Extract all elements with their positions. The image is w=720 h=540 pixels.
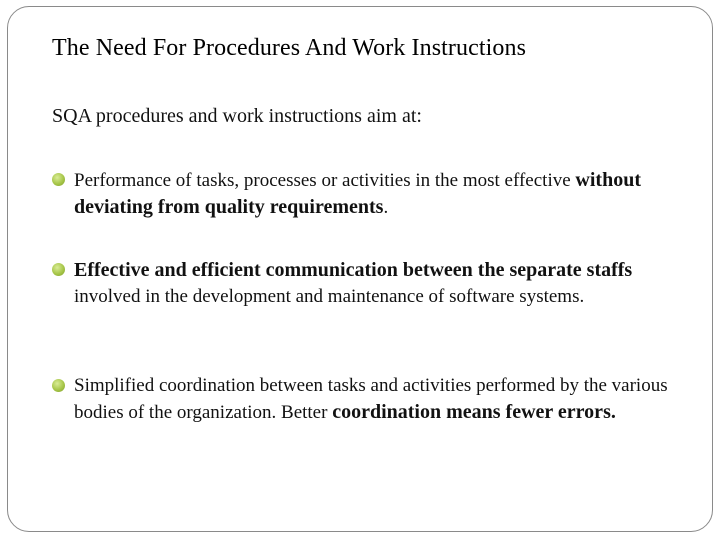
bullet-dot-icon [52, 173, 65, 186]
bullet-normal-text: . [383, 197, 389, 218]
bullet-text [74, 257, 692, 310]
bullet-dot-icon [52, 379, 65, 392]
bullet-item-coordination [52, 373, 692, 426]
intro-text: SQA procedures and work instructions aim at: [52, 105, 422, 127]
bullet-item-communication [52, 257, 692, 310]
bullet-bold-text: coordination means fewer errors. [332, 401, 616, 423]
bullet-dot-icon [52, 263, 65, 276]
bullet-text [74, 167, 692, 221]
bullet-normal-text: Performance of tasks, processes or activities in the most effective [74, 170, 576, 191]
bullet-bold-text: without deviating from quality requirements [74, 169, 641, 218]
bullet-normal-text: involved in the development and maintenance of software systems. [74, 286, 585, 307]
slide-title: The Need For Procedures And Work Instructions [52, 35, 527, 61]
slide-frame [7, 6, 713, 532]
bullet-normal-text: Simplified coordination between tasks and activities performed by the various bodies of the organization. Better [74, 375, 668, 423]
bullet-item-performance [52, 167, 692, 221]
bullet-text [74, 373, 692, 426]
bullet-bold-text: Effective and efficient communication between the separate staffs [74, 259, 633, 281]
